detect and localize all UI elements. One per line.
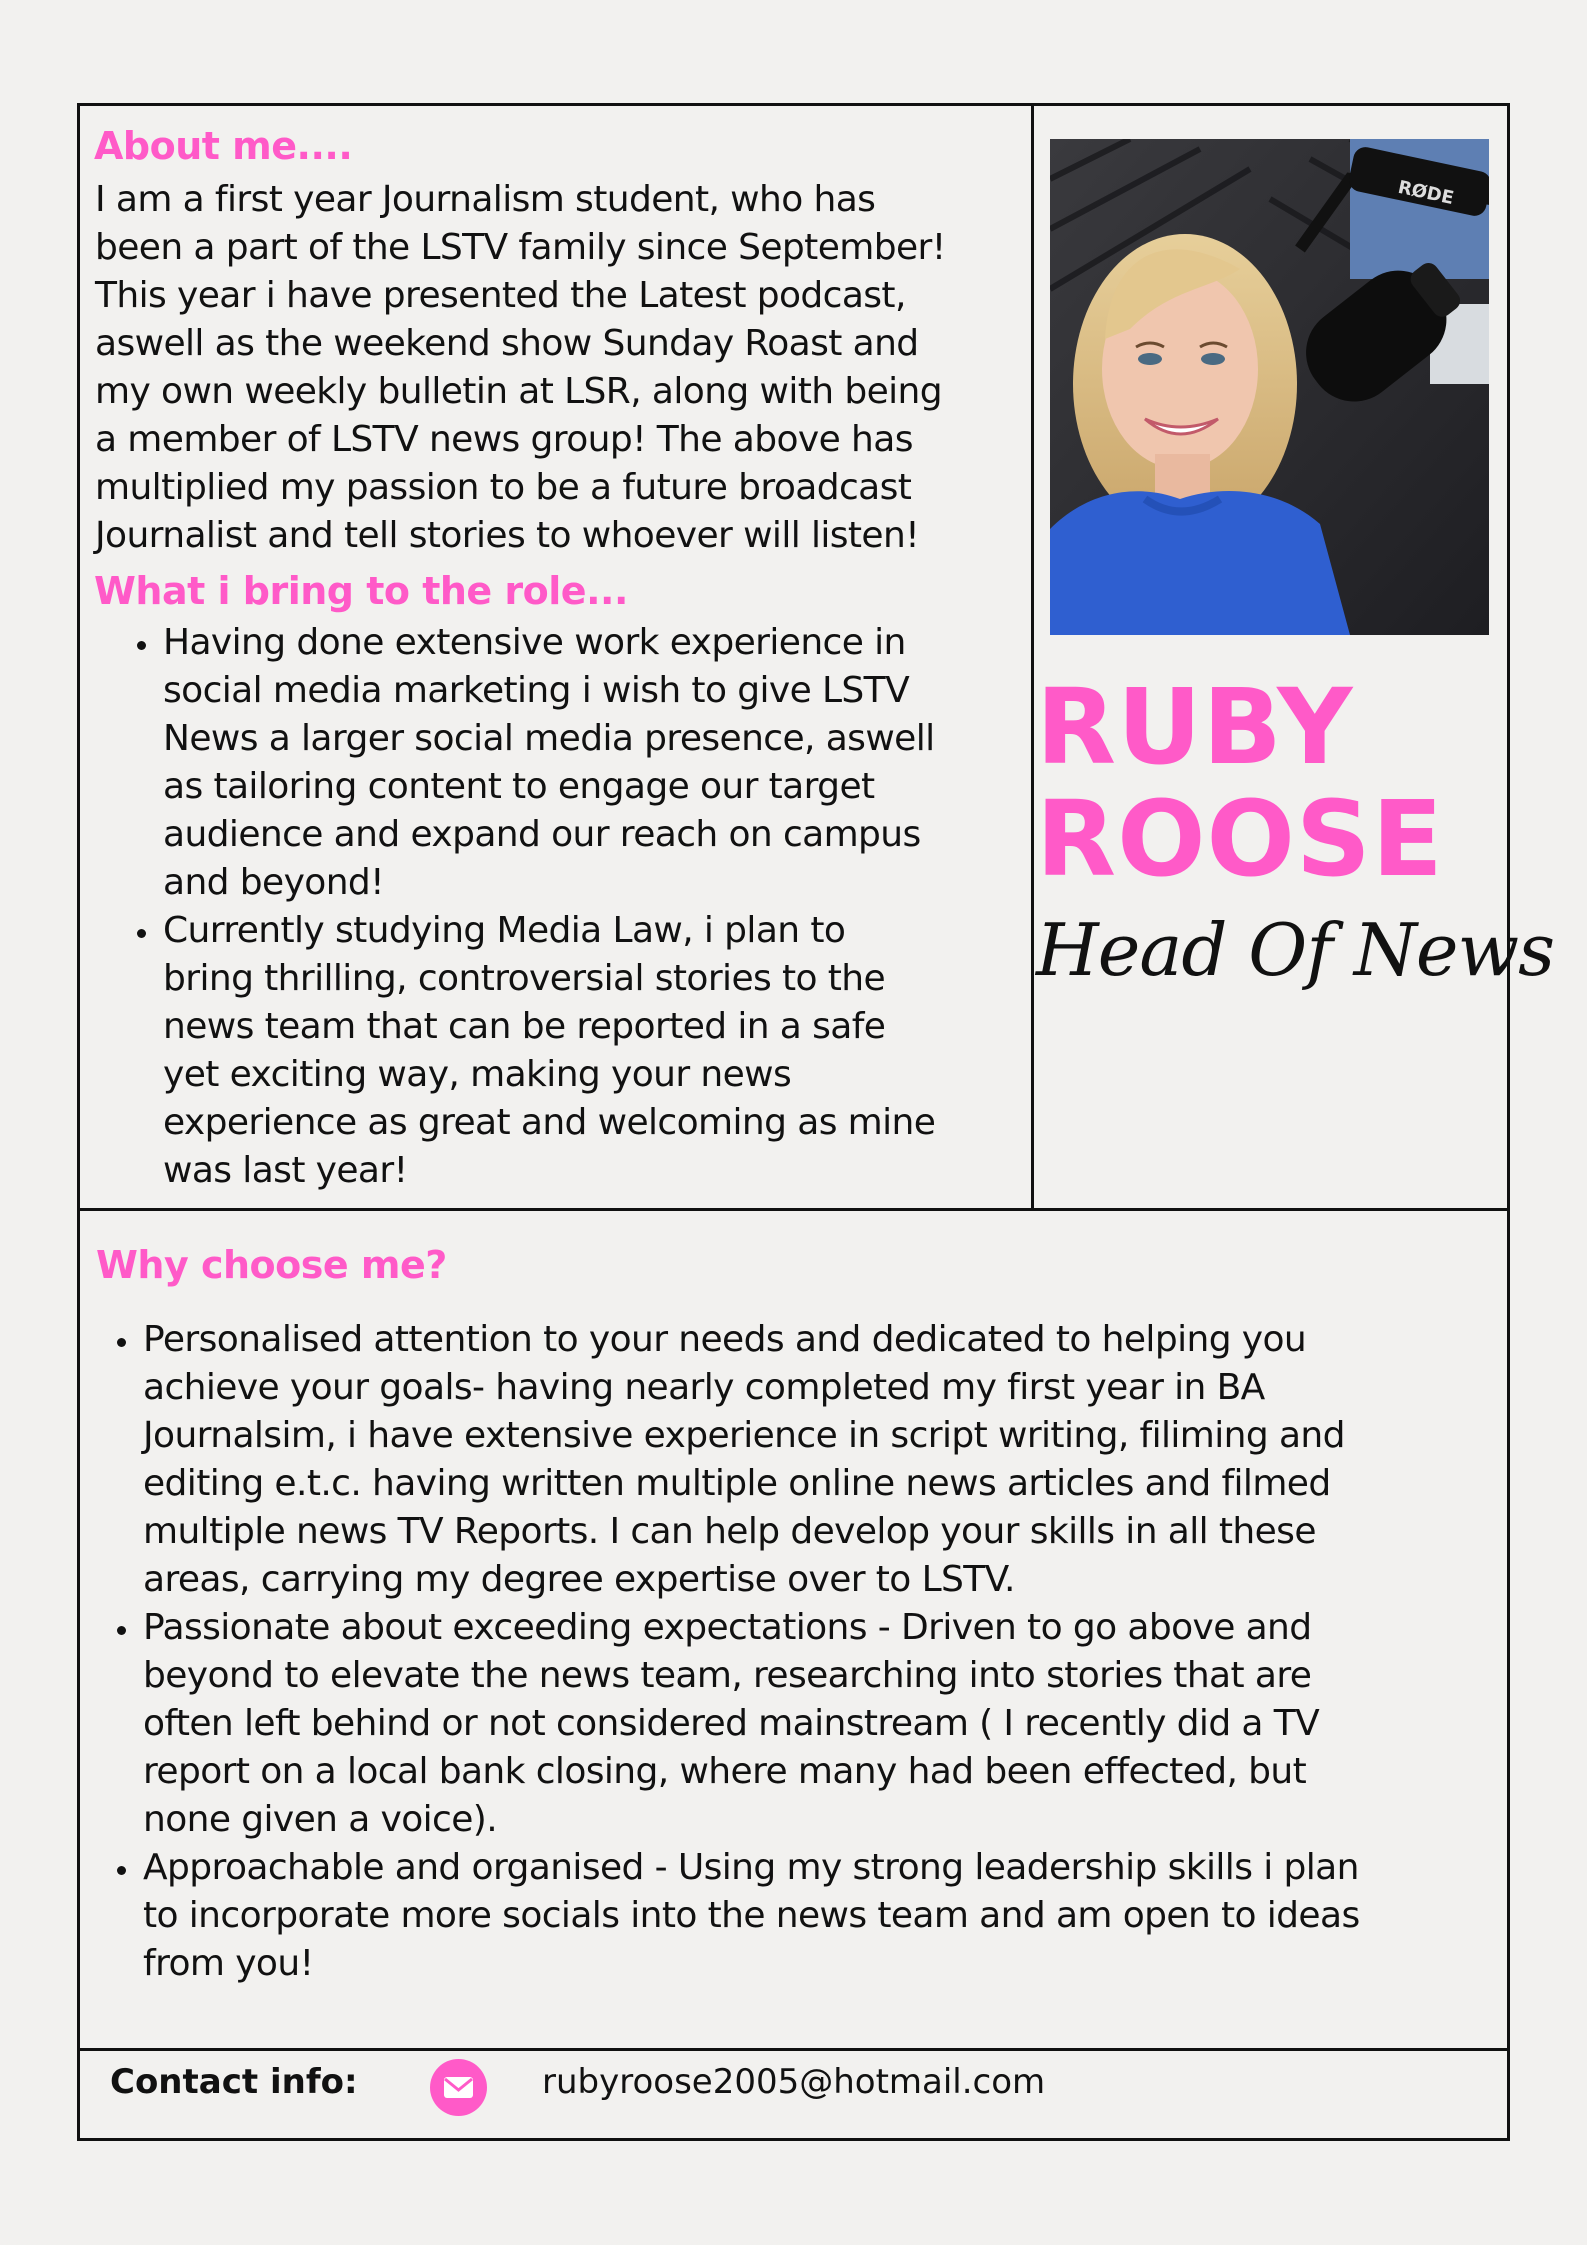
about-heading: About me.... — [94, 124, 353, 168]
bullet-icon — [137, 929, 146, 938]
bullet-icon — [117, 1338, 126, 1347]
bring-heading: What i bring to the role... — [94, 569, 628, 613]
section-divider-top — [77, 1208, 1510, 1211]
role-title: Head Of News — [1036, 908, 1555, 992]
contact-label: Contact info: — [110, 2062, 358, 2102]
bullet-icon — [117, 1866, 126, 1875]
svg-text:RØDE: RØDE — [1396, 176, 1456, 210]
section-divider-contact — [77, 2048, 1510, 2051]
profile-photo — [1050, 139, 1489, 635]
why-item: Passionate about exceeding expectations - Driven to go above and beyond to elevate the news team, researching into stories that are often left behind or not considered mainstream ( I recently did a TV report on a local bank closing, where many had been effected, but none given a voice). — [143, 1604, 1493, 1844]
why-item: Approachable and organised - Using my strong leadership skills i plan to incorporate more socials into the news team and am open to ideas from you! — [143, 1844, 1493, 1988]
contact-email[interactable]: rubyroose2005@hotmail.com — [542, 2062, 1046, 2102]
profile-photo-illustration — [1050, 139, 1489, 635]
why-list — [143, 1316, 1493, 1988]
first-name: RUBY — [1036, 666, 1354, 788]
last-name: ROOSE — [1036, 778, 1444, 900]
why-item: Personalised attention to your needs and dedicated to helping you achieve your goals- having nearly completed my first year in BA Journalsim, i have extensive experience in script writing, filiming and editing e.t.c. having written multiple online news articles and filmed multiple news TV Reports. I can help develop your skills in all these areas, carrying my degree expertise over to LSTV. — [143, 1316, 1493, 1604]
bring-list — [163, 619, 1023, 1195]
bullet-icon — [137, 641, 146, 650]
mail-icon[interactable] — [430, 2059, 487, 2116]
why-heading: Why choose me? — [96, 1243, 447, 1287]
bullet-icon — [117, 1626, 126, 1635]
bring-item: Having done extensive work experience in social media marketing i wish to give LSTV News a larger social media presence, aswell as tailoring content to engage our target audience and expand our reach on campus and beyond! — [163, 619, 1023, 907]
bring-item: Currently studying Media Law, i plan to bring thrilling, controversial stories to the news team that can be reported in a safe yet exciting way, making your news experience as great and welcoming as mine was last year! — [163, 907, 1023, 1195]
about-text: I am a first year Journalism student, who has been a part of the LSTV family since September! This year i have presented the Latest podcast, aswell as the weekend show Sunday Roast and my own weekly bulletin at LSR, along with being a member of LSTV news group! The above has multiplied my passion to be a future broadcast Journalist and tell stories to whoever will listen! — [95, 179, 946, 556]
